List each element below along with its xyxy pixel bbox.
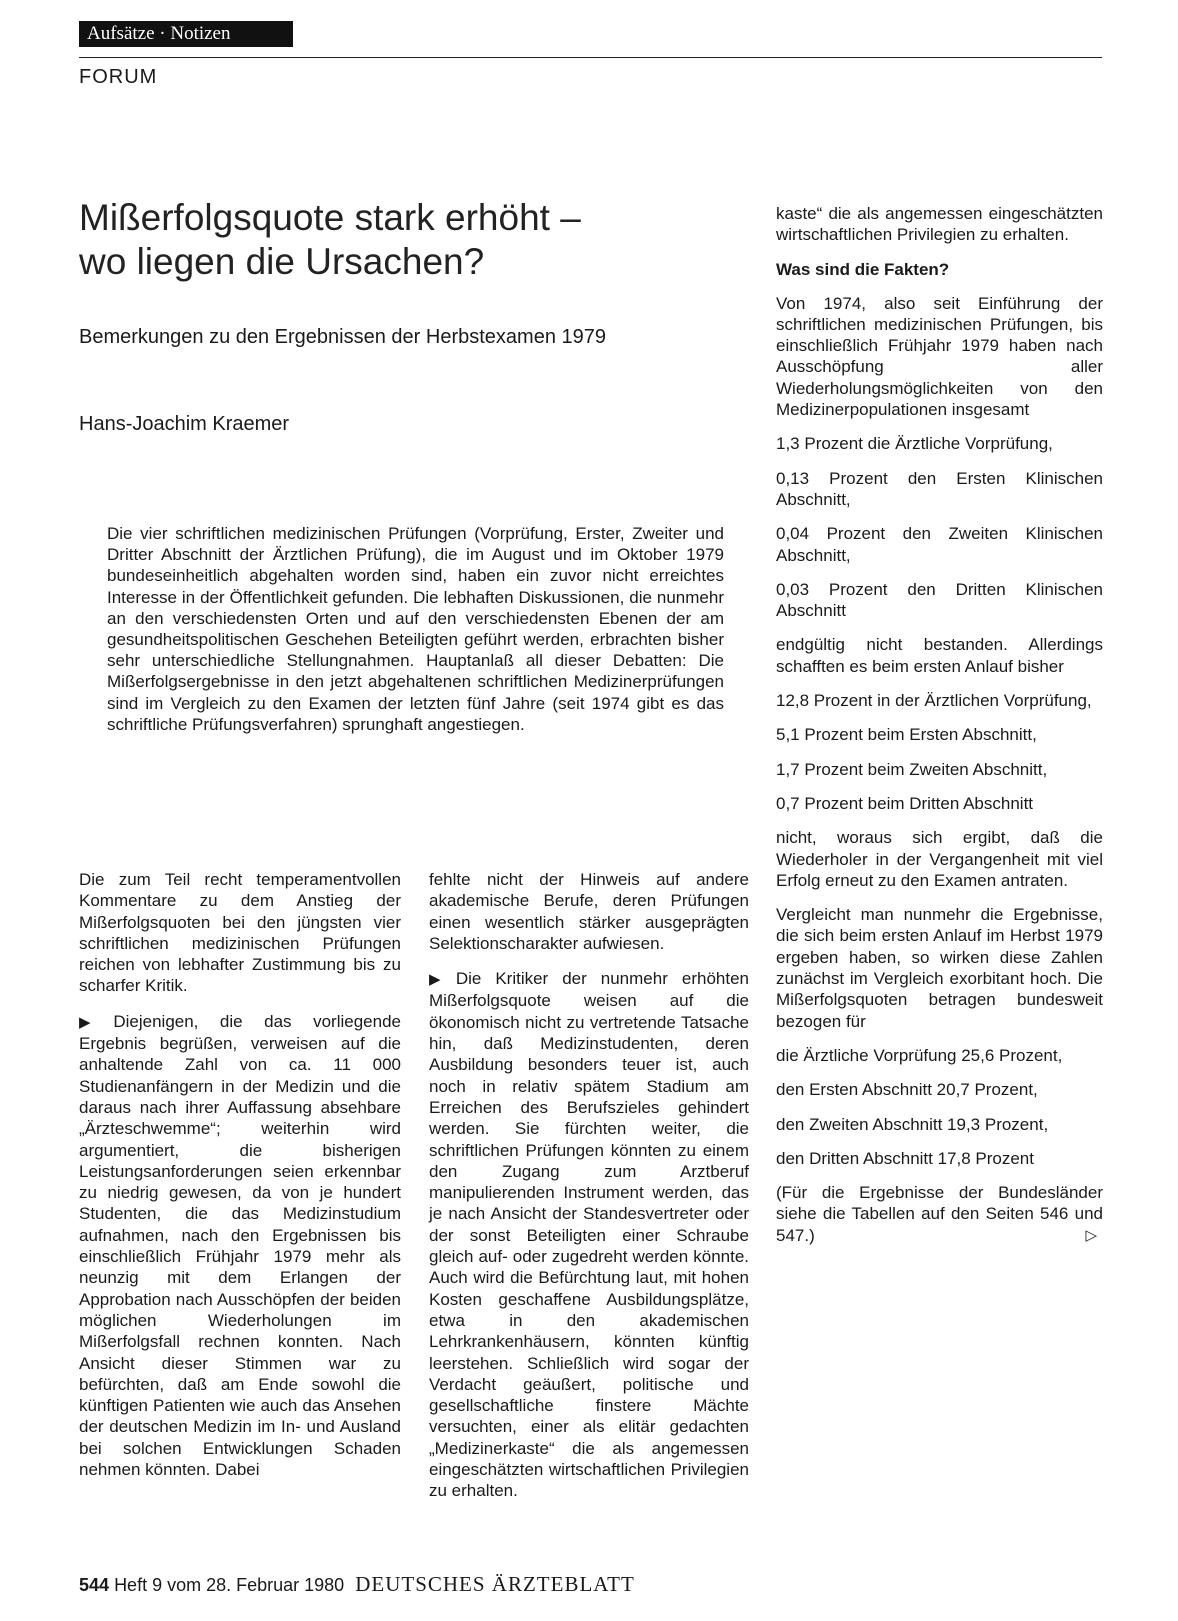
failed-item: 0,03 Prozent den Dritten Klinischen Abschnitt — [776, 579, 1103, 621]
col1-paragraph-1: Die zum Teil recht temperamentvollen Kommentare zu dem Anstieg der Mißerfolgsquoten bei den jüngsten vier schriftlichen medizinischen Prüfungen reichen von lebhafter Zustimmung bis zu scharfer Kritik. — [79, 870, 401, 996]
category-label: FORUM — [79, 66, 158, 88]
article-author: Hans-Joachim Kraemer — [79, 413, 290, 435]
facts-compare: Vergleicht man nunmehr die Ergebnisse, die sich beim ersten Anlauf im Herbst 1979 ergeben haben, so wirken diese Zahlen zunächst im Vergleich exorbitant hoch. Die Mißerfolgsquoten betragen bundesweit bezogen für — [776, 905, 1103, 1031]
column-3 — [776, 203, 1103, 1259]
journal-name: DEUTSCHES ÄRZTEBLATT — [355, 1572, 635, 1596]
closing-note: (Für die Ergebnisse der Bundesländer siehe die Tabellen auf den Seiten 546 und 547.) ▷ — [776, 1183, 1103, 1245]
bullet-arrow-icon: ▶ — [429, 971, 450, 989]
col2-paragraph-2: ▶ Die Kritiker der nunmehr erhöhten Mißerfolgsquote weisen auf die ökonomisch nicht zu vertretende Tatsache hin, daß Medizinstudenten, deren Ausbildung besonders teuer ist, auch noch in relativ spätem Stadium am Erreichen des Berufszieles gehindert werden. Sie fürchten weiter, die schriftlichen Prüfungen könnten zu einem den Zugang zum Arztberuf manipulierenden Instrument werden, das je nach Ansicht der Standesvertreter oder der sonst Beteiligten einer Schraube gleich auf- oder zugedreht werden könnte. Auch wird die Befürchtung laut, mit hohen Kosten geschaffene Ausbildungsplätze, etwa in den akademischen Lehrkrankenhäusern, könnten künftig leerstehen. Schließlich wird sogar der Verdacht geäußert, politische und gesellschaftliche finstere Mächte versuchten, einer als elitär gedachten „Medizinerkaste“ die als angemessen eingeschätzten wirtschaftlichen Privilegien zu erhalten. — [429, 969, 749, 1501]
failed-item: 0,04 Prozent den Zweiten Klinischen Abschnitt, — [776, 524, 1103, 565]
section-tag: Aufsätze · Notizen — [79, 21, 293, 47]
first-try-item: 1,7 Prozent beim Zweiten Abschnitt, — [776, 759, 1048, 779]
header-rule — [79, 57, 1102, 58]
col1-paragraph-2: ▶ Diejenigen, die das vorliegende Ergebnis begrüßen, verweisen auf die anhaltende Zahl von ca. 11 000 Studienanfängern in der Medizin und die daraus nach ihrer Auffassung absehbare „Ärzteschwemme“; weiterhin wird argumentiert, die bisherigen Leistungsanforderungen seien erkennbar zu niedrig gewesen, da von je hundert Studenten, die das Medizinstudium aufnahmen, nach den Ergebnissen bis einschließlich Frühjahr 1979 mehr als neunzig mit dem Erlangen der Approbation nach Ausschöpfen der beiden möglichen Wiederholungen im Mißerfolgsfall rechnen konnten. Nach Ansicht dieser Stimmen war zu befürchten, daß am Ende sowohl die künftigen Patienten wie auch das Ansehen der deutschen Medizin im In- und Ausland bei solchen Entwicklungen Schaden nehmen könnten. Dabei — [79, 1011, 401, 1480]
article-subtitle: Bemerkungen zu den Ergebnissen der Herbstexamen 1979 — [79, 326, 606, 348]
autumn-item: den Dritten Abschnitt 17,8 Prozent — [776, 1148, 1034, 1168]
bullet-arrow-icon: ▶ — [79, 1013, 108, 1031]
facts-heading: Was sind die Fakten? — [776, 259, 950, 279]
col3-continuation: kaste“ die als angemessen eingeschätzten wirtschaftlichen Privilegien zu erhalten. — [776, 204, 1103, 245]
column-2 — [429, 869, 749, 1516]
page-number: 544 — [79, 1575, 110, 1595]
continue-arrow-icon: ▷ — [1085, 1226, 1097, 1244]
lead-paragraph: Die vier schriftlichen medizinischen Prüfungen (Vorprüfung, Erster, Zweiter und Dritter Abschnitt der Ärztlichen Prüfung), die im August und im Oktober 1979 bundeseinheitlich abgehalten worden sind, haben ein zuvor nicht erreichtes Interesse in der Öffentlichkeit gefunden. Die lebhaften Diskussionen, die nunmehr an den verschiedensten Orten und auf den verschiedensten Ebenen der am gesundheitspolitischen Geschehen Beteiligten geführt werden, erbrachten bisher sehr unterschiedliche Stellungnahmen. Hauptanlaß all dieser Debatten: Die Mißerfolgsergebnisse in den jetzt abgehaltenen schriftlichen Medizinerprüfungen sind im Vergleich zu den Examen der letzten fünf Jahre (seit 1974 gibt es das schriftliche Prüfungsverfahren) sprunghaft angestiegen. — [107, 524, 724, 734]
page-footer — [79, 1572, 635, 1597]
autumn-item: den Zweiten Abschnitt 19,3 Prozent, — [776, 1114, 1049, 1134]
first-try-item: 12,8 Prozent in der Ärztlichen Vorprüfung, — [776, 691, 1092, 711]
facts-after: nicht, woraus sich ergibt, daß die Wiederholer in der Vergangenheit mit viel Erfolg erneut zu den Examen antraten. — [776, 828, 1103, 890]
first-try-item: 5,1 Prozent beim Ersten Abschnitt, — [776, 725, 1037, 745]
first-try-item: 0,7 Prozent beim Dritten Abschnitt — [776, 793, 1034, 813]
failed-item: 0,13 Prozent den Ersten Klinischen Abschnitt, — [776, 468, 1103, 509]
title-line-1: Mißerfolgsquote stark erhöht – — [79, 197, 581, 238]
title-line-2: wo liegen die Ursachen? — [79, 241, 485, 282]
autumn-item: die Ärztliche Vorprüfung 25,6 Prozent, — [776, 1045, 1063, 1065]
autumn-item: den Ersten Abschnitt 20,7 Prozent, — [776, 1080, 1038, 1100]
article-title — [79, 196, 699, 284]
failed-item: 1,3 Prozent die Ärztliche Vorprüfung, — [776, 434, 1053, 454]
facts-mid: endgültig nicht bestanden. Allerdings schafften es beim ersten Anlauf bisher — [776, 635, 1103, 676]
facts-intro: Von 1974, also seit Einführung der schriftlichen medizinischen Prüfungen, bis einschließlich Frühjahr 1979 haben nach Ausschöpfung aller Wiederholungsmöglichkeiten von den Medizinerpopulationen insgesamt — [776, 293, 1103, 420]
column-1 — [79, 869, 401, 1494]
issue-info: Heft 9 vom 28. Februar 1980 — [114, 1575, 345, 1595]
col2-paragraph-1: fehlte nicht der Hinweis auf andere akademische Berufe, deren Prüfungen einen wesentlich stärker ausgeprägten Selektionscharakter aufwiesen. — [429, 870, 749, 953]
